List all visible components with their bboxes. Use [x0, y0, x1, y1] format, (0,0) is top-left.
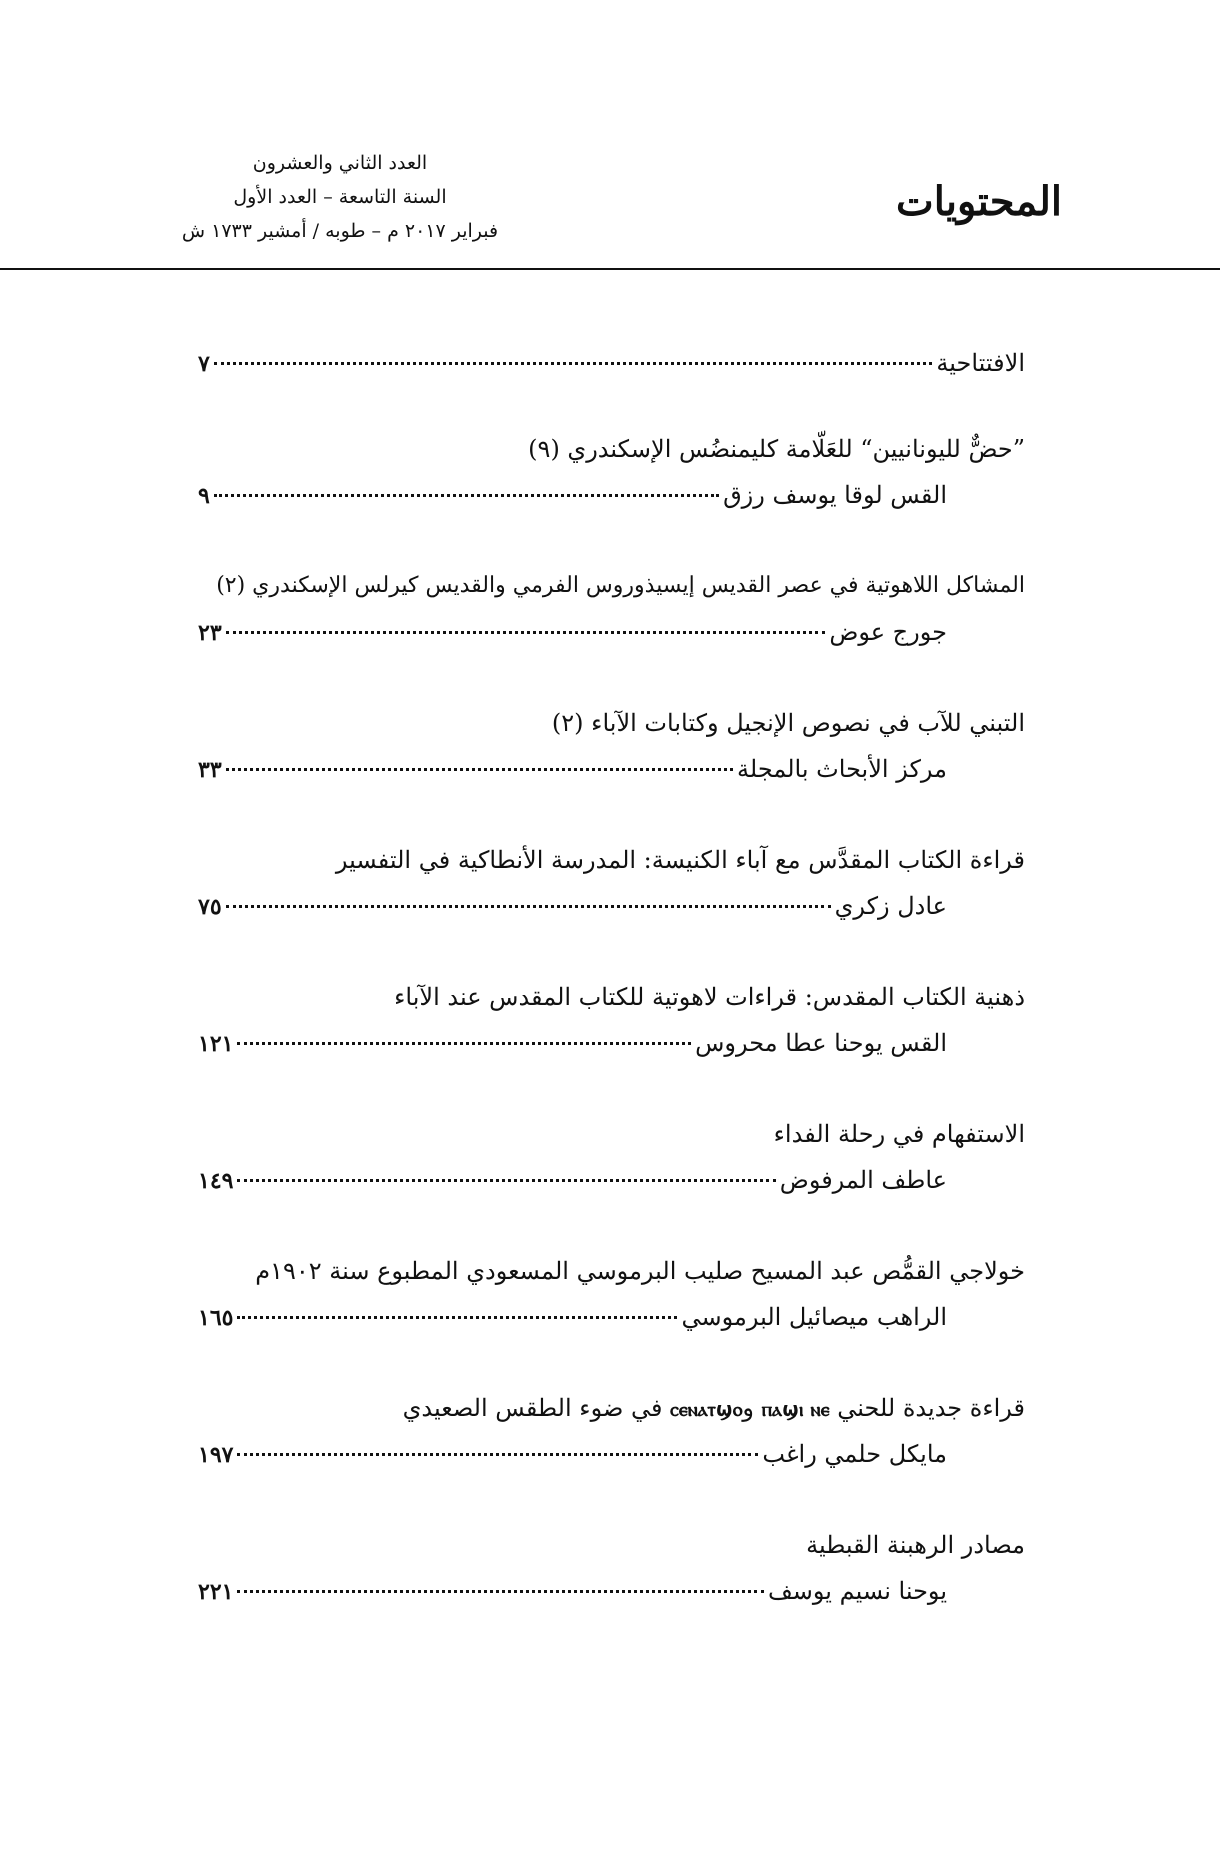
page-number: ١٢١ [198, 1031, 234, 1057]
dot-leader [226, 631, 826, 634]
title-text: قراءة جديدة للحني [837, 1394, 1025, 1422]
article-title: ”حضٌّ لليونانيين“ للعَلّامة كليمنضُس الإسكندري (٩) [528, 435, 1025, 463]
author-name: مركز الأبحاث بالمجلة [737, 755, 947, 783]
dot-leader [237, 1453, 758, 1456]
dot-leader [237, 1042, 691, 1045]
page-number: ٧٥ [198, 894, 222, 920]
article-title: ذهنية الكتاب المقدس: قراءات لاهوتية للكتاب المقدس عند الآباء [394, 983, 1025, 1011]
author-name: القس لوقا يوسف رزق [723, 481, 947, 509]
toc-entry[interactable] [198, 1385, 1025, 1522]
article-title: المشاكل اللاهوتية في عصر القديس إيسيذوروس الفرمي والقديس كيرلس الإسكندري (٢) [216, 573, 1025, 598]
dot-leader [237, 1179, 775, 1182]
toc-line [198, 1157, 1025, 1203]
dot-leader [237, 1590, 763, 1593]
toc-line [198, 1294, 1025, 1340]
dot-leader [214, 494, 719, 497]
article-title: الافتتاحية [936, 349, 1025, 377]
article-title: مصادر الرهبنة القبطية [806, 1531, 1025, 1559]
dot-leader [237, 1316, 677, 1319]
toc-entry[interactable] [198, 700, 1025, 837]
conjunction: و [742, 1394, 754, 1422]
toc-entry[interactable] [198, 974, 1025, 1111]
header-divider [0, 268, 1220, 270]
issue-info [170, 146, 510, 248]
toc-entry[interactable] [198, 563, 1025, 700]
toc-entry[interactable] [198, 837, 1025, 974]
article-title: الاستفهام في رحلة الفداء [773, 1120, 1025, 1148]
coptic-text: ⲡⲁϣⲓ ⲛⲉ [761, 1397, 830, 1421]
toc-line [198, 746, 1025, 792]
article-title: التبني للآب في نصوص الإنجيل وكتابات الآباء (٢) [551, 709, 1025, 737]
page-number: ٢٣ [198, 620, 222, 646]
dot-leader [214, 362, 933, 365]
article-title: قراءة الكتاب المقدَّس مع آباء الكنيسة: المدرسة الأنطاكية في التفسير [335, 846, 1025, 874]
article-title: خولاجي القمُّص عبد المسيح صليب البرموسي المسعودي المطبوع سنة ١٩٠٢م [255, 1257, 1025, 1285]
toc-entry[interactable] [198, 1248, 1025, 1385]
page-number: ١٦٥ [198, 1305, 234, 1331]
toc-entry[interactable] [198, 426, 1025, 563]
page-number: ٩ [198, 483, 210, 509]
author-name: القس يوحنا عطا محروس [695, 1029, 947, 1057]
toc-entry[interactable] [198, 1111, 1025, 1248]
author-name: عاطف المرفوض [779, 1166, 947, 1194]
author-name: عادل زكري [834, 892, 947, 920]
page-number: ٧ [198, 351, 210, 377]
toc-line [198, 1568, 1025, 1614]
table-of-contents [198, 340, 1025, 1659]
toc-line [198, 472, 1025, 518]
author-name: جورج عوض [829, 618, 947, 646]
toc-line [198, 609, 1025, 655]
issue-date: فبراير ٢٠١٧ م – طوبه / أمشير ١٧٣٣ ش [181, 220, 499, 242]
toc-entry[interactable] [198, 340, 1025, 426]
dot-leader [226, 905, 831, 908]
page-title: المحتويات [896, 178, 1062, 225]
page-number: ٢٢١ [198, 1579, 234, 1605]
dot-leader [226, 768, 733, 771]
toc-line [198, 340, 1025, 386]
year-issue: السنة التاسعة – العدد الأول [233, 186, 447, 208]
page-number: ١٤٩ [198, 1168, 234, 1194]
author-name: مايكل حلمي راغب [762, 1440, 947, 1468]
page-number: ١٩٧ [198, 1442, 234, 1468]
toc-line [198, 1020, 1025, 1066]
toc-line [198, 1431, 1025, 1477]
toc-entry[interactable] [198, 1522, 1025, 1659]
page-number: ٣٣ [198, 757, 222, 783]
coptic-text: ⲥⲉⲛⲁⲧϣⲟ [670, 1397, 743, 1421]
article-title [198, 1385, 1025, 1431]
toc-line [198, 883, 1025, 929]
author-name: الراهب ميصائيل البرموسي [681, 1303, 947, 1331]
title-text: في ضوء الطقس الصعيدي [402, 1394, 663, 1422]
author-name: يوحنا نسيم يوسف [767, 1577, 947, 1605]
issue-number: العدد الثاني والعشرون [252, 152, 428, 174]
